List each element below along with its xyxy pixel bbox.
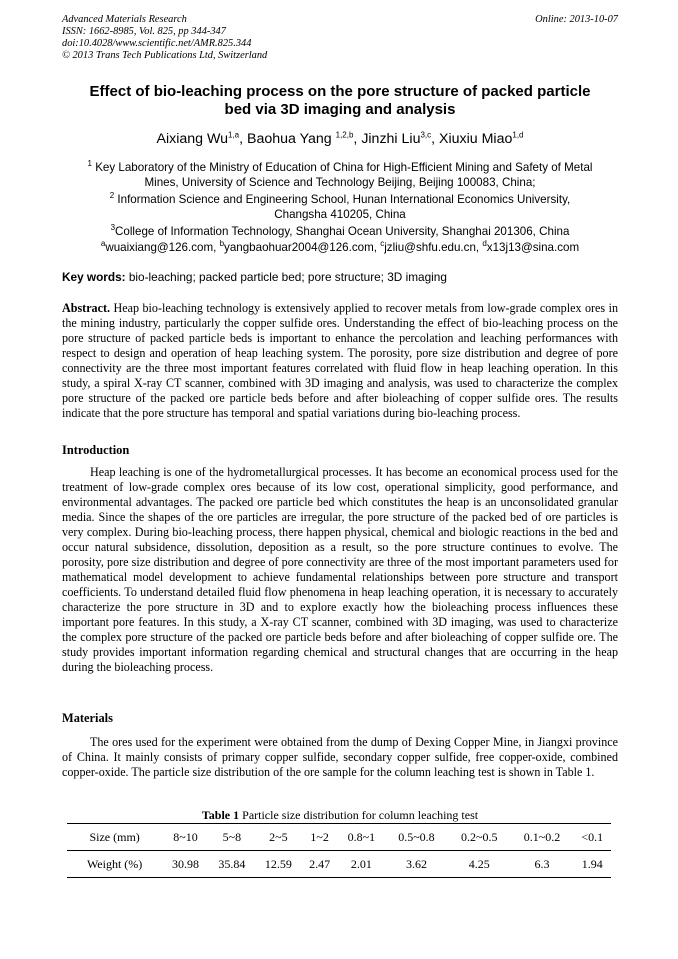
table-cell: 0.1~0.2 — [511, 824, 574, 851]
table-cell: <0.1 — [573, 824, 611, 851]
table-caption — [62, 808, 618, 823]
journal-header — [62, 14, 618, 62]
keywords-label: Key words: — [62, 270, 126, 284]
author-sup: 1,2,b — [335, 130, 354, 140]
table-cell: 2.01 — [338, 851, 385, 878]
affiliation-1 — [62, 160, 618, 190]
author-name: Jinzhi Liu — [361, 131, 421, 147]
title-line-2: bed via 3D imaging and analysis — [224, 101, 456, 118]
copyright-line: © 2013 Trans Tech Publications Ltd, Switzerland — [62, 50, 268, 61]
author-sup: 3,c — [420, 130, 432, 140]
keywords — [62, 270, 618, 284]
email-link[interactable]: yangbaohuar2004@126.com, — [224, 241, 381, 254]
affil-sup: 1 — [87, 159, 92, 169]
table-cell: 0.5~0.8 — [385, 824, 448, 851]
table-cell: Size (mm) — [67, 824, 162, 851]
table-cell: 12.59 — [255, 851, 301, 878]
table-cell: Weight (%) — [67, 851, 162, 878]
table-cell: 1~2 — [302, 824, 338, 851]
abstract-text: Heap bio-leaching technology is extensively applied to recover metals from low-grade complex ores in the mining industry, particularly the copper sulfide ores. Understanding the effect of bio-leaching process on the pore structure of packed particle beds is important to enhance the percolation and leaching performances with respect to design and operation of heap leaching system. The porosity, pore size distribution and degree of pore connectivity are the three most important features correlated with fluid flow in heap leaching operation. In this study, a spiral X-ray CT scanner, combined with 3D imaging and analysis, was used to characterize the complex pore structure of the packed ore particle beds before and after bioleaching of copper sulfide ores. The results indicate that the pore structure has temporal and spatial variations during bio-leaching process. — [62, 301, 618, 420]
table-cell: 2.47 — [302, 851, 338, 878]
keywords-text: bio-leaching; packed particle bed; pore structure; 3D imaging — [125, 270, 447, 284]
affil-text: Mines, University of Science and Technology Beijing, Beijing 100083, China; — [144, 176, 536, 189]
affil-text: Information Science and Engineering School, Hunan International Economics University, — [114, 193, 571, 206]
table-cell: 1.94 — [573, 851, 611, 878]
email-sup: b — [219, 239, 225, 249]
doi-line: doi:10.4028/www.scientific.net/AMR.825.344 — [62, 38, 252, 49]
materials-text: The ores used for the experiment were obtained from the dump of Dexing Copper Mine, in Jiangxi province of China. It mainly consists of primary copper sulfide, secondary copper sulfide, free copper-oxide, combined copper-oxide. The particle size distribution of the ore sample for the column leaching test is shown in Table 1. — [62, 735, 618, 779]
table-cell: 4.25 — [448, 851, 511, 878]
introduction-text: Heap leaching is one of the hydrometallurgical processes. It has become an economical process used for the treatment of low-grade complex ores because of its low cost, operational simplicity, good performance, and environmental advantages. The packed ore particle bed which constitutes the heap is an unconsolidated granular media. Since the shapes of the ore particles are irregular, the pore structure of the packed bed of ore particles is very complex. During bio-leaching process, there happen physical, chemical and biologic reactions in the bed and occur natural subsidence, dissolution, deposition as a result, so the pore structure continues to evolve. The porosity, pore size distribution and degree of pore connectivity are three of the most important parameters used for mathematical model development to achieve fundamental relationships between pore structure and transport coefficients. To understand detailed fluid flow phenomena in heap leaching operation, it is necessary to accurately characterize the pore structure in 3D and to explore exactly how the bioleaching process influences these important pore features. In this study, a X-ray CT scanner, combined with 3D imaging, was used to characterize the complex pore structure of the packed ore particle beds before and after bioleaching of copper sulfide ore. The study provides important information regarding chemical and structural changes that are occurring in the heap during the bioleaching process. — [62, 465, 618, 674]
affiliation-2 — [62, 192, 618, 222]
table-row — [67, 824, 611, 851]
table-caption-label: Table 1 — [201, 808, 240, 822]
email-sup: d — [482, 239, 487, 249]
table-cell: 3.62 — [385, 851, 448, 878]
table-cell: 6.3 — [511, 851, 574, 878]
affil-text: College of Information Technology, Shanghai Ocean University, Shanghai 201306, China — [115, 225, 570, 238]
email-link[interactable]: wuaixiang@126.com, — [105, 241, 220, 254]
table-cell: 0.8~1 — [338, 824, 385, 851]
table-cell: 5~8 — [209, 824, 255, 851]
affil-sup: 3 — [110, 223, 116, 233]
affil-text: Key Laboratory of the Ministry of Education of China for High-Efficient Mining and Safety of Metal — [91, 161, 593, 174]
author-name: Aixiang Wu — [156, 131, 228, 147]
paper-title — [62, 83, 618, 119]
table-caption-text: Particle size distribution for column leaching test — [239, 808, 479, 822]
table-cell: 0.2~0.5 — [448, 824, 511, 851]
author-sup: 1,d — [512, 130, 524, 140]
email-sup: c — [380, 239, 385, 249]
affil-text: Changsha 410205, China — [274, 208, 406, 221]
author-name: Xiuxiu Miao — [439, 131, 513, 147]
table-cell: 35.84 — [209, 851, 255, 878]
author-list: Aixiang Wu$^{1,a}$, Baohua Yang $^{1,2,b}$, Jinzhi Liu$^{3,c}$, Xiuxiu Miao$^{1,d}$ — [156, 130, 524, 147]
table-row — [67, 851, 611, 878]
affiliation-3 — [62, 224, 618, 239]
particle-size-table — [67, 823, 611, 878]
email-list — [62, 240, 618, 255]
email-link[interactable]: x13j13@sina.com — [486, 241, 580, 254]
table-cell: 2~5 — [255, 824, 301, 851]
abstract — [62, 301, 618, 421]
issn-line: ISSN: 1662-8985, Vol. 825, pp 344-347 — [62, 26, 226, 37]
abstract-label: Abstract. — [62, 301, 111, 315]
email-sup: a — [100, 239, 106, 249]
author-name: Baohua Yang — [247, 131, 336, 147]
title-line-1: Effect of bio-leaching process on the pore structure of packed particle — [89, 83, 591, 100]
journal-name: Advanced Materials Research — [62, 14, 187, 25]
online-date: Online: 2013-10-07 — [535, 14, 618, 25]
introduction-heading: Introduction — [62, 443, 130, 457]
author-sup: 1,a — [227, 130, 240, 140]
email-link[interactable]: jzliu@shfu.edu.cn, — [384, 241, 483, 254]
affil-sup: 2 — [109, 191, 115, 201]
table-cell: 30.98 — [162, 851, 208, 878]
table-cell: 8~10 — [162, 824, 208, 851]
materials-heading: Materials — [62, 711, 113, 725]
